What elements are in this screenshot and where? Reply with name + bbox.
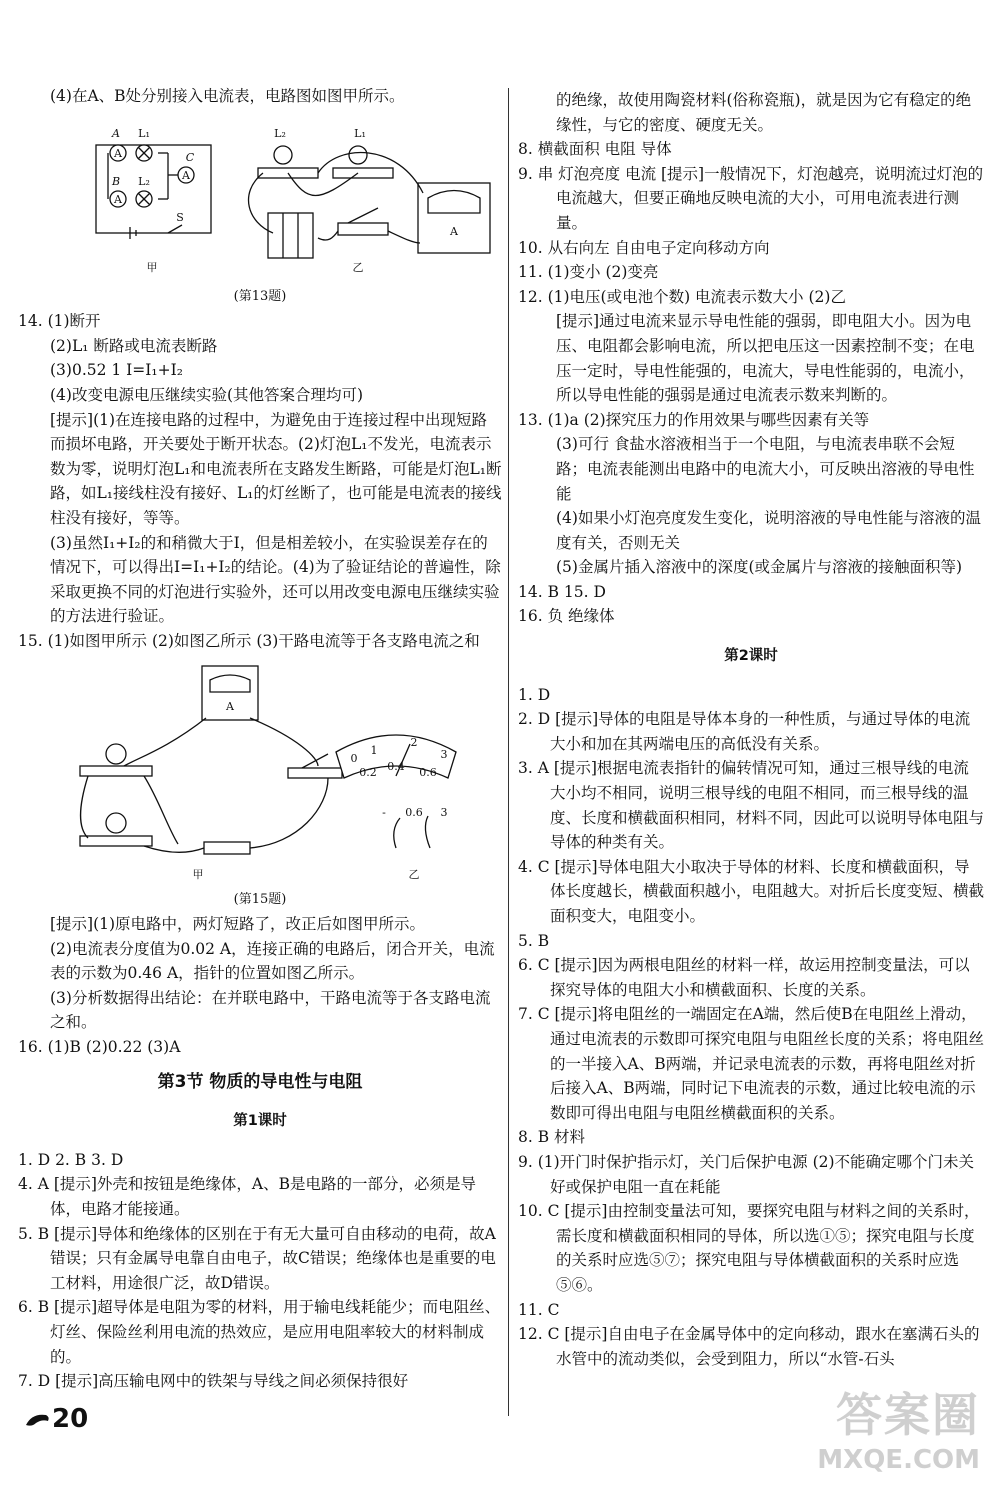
fig13-caption: (第13题): [233, 288, 287, 304]
figure-15-diagram: [18, 658, 498, 884]
meter-tick-0.6: 0.6: [419, 765, 437, 779]
r-item-11: 11. (1)变小 (2)变亮: [518, 263, 659, 282]
ammeter-c-label: A: [182, 168, 190, 182]
q14-hint-2: (3)虽然I₁+I₂的和稍微大于I，但是相差较小，在实验误差存在的情况下，可以得出I=I₁+I₂的结论。(4)为了验证结论的普遍性，除采取更换不同的灯泡进行实验外，还可以用改变电源电压继续实验的方法进行验证。: [50, 533, 501, 626]
l2-item-10: 10. C [提示]由控制变量法可知，要探究电阻与材料之间的关系时，需长度和横截面积相同的导体，所以选①⑤；探究电阻与长度的关系时应选⑤⑦；探究电阻与导体横截面积的关系时应选⑤⑥。: [518, 1202, 980, 1294]
label-l2-yi: L₂: [274, 126, 286, 140]
label-l1-yi: L₁: [354, 126, 366, 140]
q14-hint-1: [提示](1)在连接电路的过程中，为避免由于连接过程中出现短路而损坏电路，开关要处于断开状态。(2)灯泡L₁不发光，电流表示数为零，说明灯泡L₁和电流表所在支路发生断路，可能是灯泡L₁断路，如L₁接线柱没有接好、L₁的灯丝断了，也可能是电流表的接线柱没有接好，等等。: [50, 410, 502, 527]
r-item-10: 10. 从右向左 自由电子定向移动方向: [518, 238, 770, 257]
page-number-text: 20: [52, 1404, 89, 1434]
l2-item-8: 8. B 材料: [518, 1128, 586, 1147]
l1-item-1: 1. D 2. B 3. D: [18, 1150, 124, 1169]
label-b: B: [111, 174, 121, 188]
label-s: S: [176, 210, 184, 224]
figure-13: [18, 113, 502, 281]
l2-item-2: 2. D [提示]导体的电阻是导体本身的一种性质，与通过导体的电流大小和加在其两端电压的高低没有关系。: [518, 710, 971, 753]
lesson-2-title: 第2课时: [724, 647, 778, 664]
watermark: [817, 1379, 980, 1475]
label-ammeter-yi: A: [450, 224, 458, 238]
q15-hint-2: (2)电流表分度值为0.02 A，连接正确的电路后，闭合开关，电流表的示数为0.46 A，指针的位置如图乙所示。: [50, 939, 495, 983]
r-item-14: 14. B 15. D: [518, 582, 606, 601]
q16-line: 16. (1)B (2)0.22 (3)A: [18, 1038, 181, 1057]
l2-item-4: 4. C [提示]导体电阻大小取决于导体的材料、长度和横截面积，导体长度越长，横截面积越小，电阻越大。对折后长度变短、横截面积变大，电阻变小。: [518, 857, 985, 925]
l2-item-5: 5. B: [518, 931, 550, 950]
ammeter-b-label: A: [114, 192, 122, 206]
l2-item-1: 1. D: [518, 685, 551, 704]
figure-15: [18, 658, 502, 884]
q14-line-4: (4)改变电源电压继续实验(其他答案合理均可): [50, 385, 364, 404]
dolphin-icon: [24, 1409, 52, 1431]
fig15-jia: 甲: [192, 867, 204, 881]
label-l2: L₂: [138, 174, 150, 188]
ammeter-letter-jia: A: [226, 699, 234, 713]
l2-item-6: 6. C [提示]因为两根电阻丝的材料一样，故运用控制变量法，可以探究导体的电阻大小和横截面积、长度的关系。: [518, 956, 970, 999]
left-column: [18, 84, 502, 1394]
meter-tick-2: 2: [410, 735, 418, 749]
r-item-12-hint: [提示]通过电流来显示导电性能的强弱，即电阻大小。因为电压、电阻都会影响电流，所以把电压这一因素控制不变；在电压一定时，导电性能强的，电流大，导电性能弱的，电流小，所以导电性能的强弱是通过电流表示数来判断的。: [556, 312, 975, 405]
meter-tick-0.4: 0.4: [387, 759, 405, 773]
r-item-13-4: (4)如果小灯泡亮度发生变化，说明溶液的导电性能与溶液的温度有关，否则无关: [556, 509, 981, 552]
l2-item-7: 7. C [提示]将电阻丝的一端固定在A端，然后使B在电阻丝上滑动，通过电流表的示数即可探究电阻与电阻丝长度的关系；将电阻丝的一半接入A、B两端，并记录电流表的示数，再将电阻丝对折后接入A、B两端，同时记下电流表的示数，通过比较电流的示数即可得出电阻与电阻丝横截面积的关系。: [518, 1005, 985, 1122]
meter-tick-1: 1: [370, 743, 378, 757]
l2-item-12: 12. C [提示]自由电子在金属导体中的定向移动，跟水在塞满石头的水管中的流动类似，会受到阻力，所以“水管-石头: [518, 1325, 980, 1368]
terminal-minus: -: [382, 805, 386, 819]
label-a: A: [112, 126, 120, 140]
r-item-16: 16. 负 绝缘体: [518, 607, 615, 626]
l1-item-6: 6. B [提示]超导体是电阻为零的材料，用于输电线耗能少；而电阻丝、灯丝、保险丝利用电流的热效应，是应用电阻率较大的材料制成的。: [18, 1298, 501, 1366]
fig13-jia: 甲: [146, 260, 158, 274]
meter-tick-0: 0: [350, 751, 358, 765]
l2-item-9: 9. (1)开门时保护指示灯，关门后保护电源 (2)不能确定哪个门未关好或保护电阻一直在耗能: [518, 1152, 975, 1196]
figure-13-diagram: [18, 113, 498, 281]
r-item-12: 12. (1)电压(或电池个数) 电流表示数大小 (2)乙: [518, 287, 846, 306]
terminal-0.6: 0.6: [405, 805, 423, 819]
page-number: [24, 1404, 88, 1434]
label-c: C: [185, 150, 195, 164]
q14-line-3: (3)0.52 1 I=I₁+I₂: [50, 361, 183, 380]
fig15-caption: (第15题): [233, 891, 287, 907]
label-l1: L₁: [138, 126, 150, 140]
l2-item-11: 11. C: [518, 1300, 560, 1319]
l1-item-7: 7. D [提示]高压输电网中的铁架与导线之间必须保持很好: [18, 1372, 409, 1391]
l2-item-3: 3. A [提示]根据电流表指针的偏转情况可知，通过三根导线的电流大小均不相同，说明三根导线的电阻不相同，而三根导线的温度、长度和横截面积相同，材料不同，因此可以说明导体电阻与导体的种类有关。: [518, 759, 985, 852]
fig15-yi: 乙: [408, 867, 420, 881]
r-item-8: 8. 横截面积 电阻 导体: [518, 140, 672, 159]
fig13-yi: 乙: [352, 260, 364, 274]
meter-tick-3: 3: [440, 747, 448, 761]
r-item-13: 13. (1)a (2)探究压力的作用效果与哪些因素有关等: [518, 410, 870, 429]
q15-hint-3: (3)分析数据得出结论：在并联电路中，干路电流等于各支路电流之和。: [50, 988, 491, 1032]
meter-tick-0.2: 0.2: [359, 765, 377, 779]
q13-line: (4)在A、B处分别接入电流表，电路图如图甲所示。: [50, 87, 405, 105]
q14-line-1: 14. (1)断开: [18, 312, 101, 331]
right-column: [518, 88, 984, 1371]
column-divider: [508, 88, 509, 1416]
lesson-1-title: 第1课时: [233, 1112, 287, 1129]
r-item-13-5: (5)金属片插入溶液中的深度(或金属片与溶液的接触面积等): [556, 558, 963, 577]
q15-hint-1: [提示](1)原电路中，两灯短路了，改正后如图甲所示。: [50, 915, 426, 934]
r-item-9: 9. 串 灯泡亮度 电流 [提示]一般情况下，灯泡越亮，说明流过灯泡的电流越大，但要正确地反映电流的大小，可用电流表进行测量。: [518, 164, 984, 232]
q15-line: 15. (1)如图甲所示 (2)如图乙所示 (3)干路电流等于各支路电流之和: [18, 631, 480, 650]
section-title: 第3节 物质的导电性与电阻: [157, 1071, 363, 1092]
watermark-small: MXQE.COM: [817, 1445, 980, 1475]
q14-line-2: (2)L₁ 断路或电流表断路: [50, 336, 218, 355]
l1-item-5: 5. B [提示]导体和绝缘体的区别在于有无大量可自由移动的电荷，故A错误；只有金属导电靠自由电子，故C错误；绝缘体也是重要的电工材料，用途很广泛，故D错误。: [18, 1224, 496, 1292]
watermark-big: 答案圈: [836, 1388, 980, 1442]
ammeter-a-label: A: [114, 146, 122, 160]
r-item-13-3: (3)可行 食盐水溶液相当于一个电阻，与电流表串联不会短路；电流表能测出电路中的电流大小，可反映出溶液的导电性能: [556, 435, 975, 503]
l1-item-4: 4. A [提示]外壳和按钮是绝缘体，A、B是电路的一部分，必须是导体，电路才能接通。: [18, 1175, 477, 1219]
terminal-3: 3: [440, 805, 448, 819]
r-item-7-cont: 的绝缘，故使用陶瓷材料(俗称瓷瓶)，就是因为它有稳定的绝缘性，与它的密度、硬度无关。: [556, 91, 972, 134]
